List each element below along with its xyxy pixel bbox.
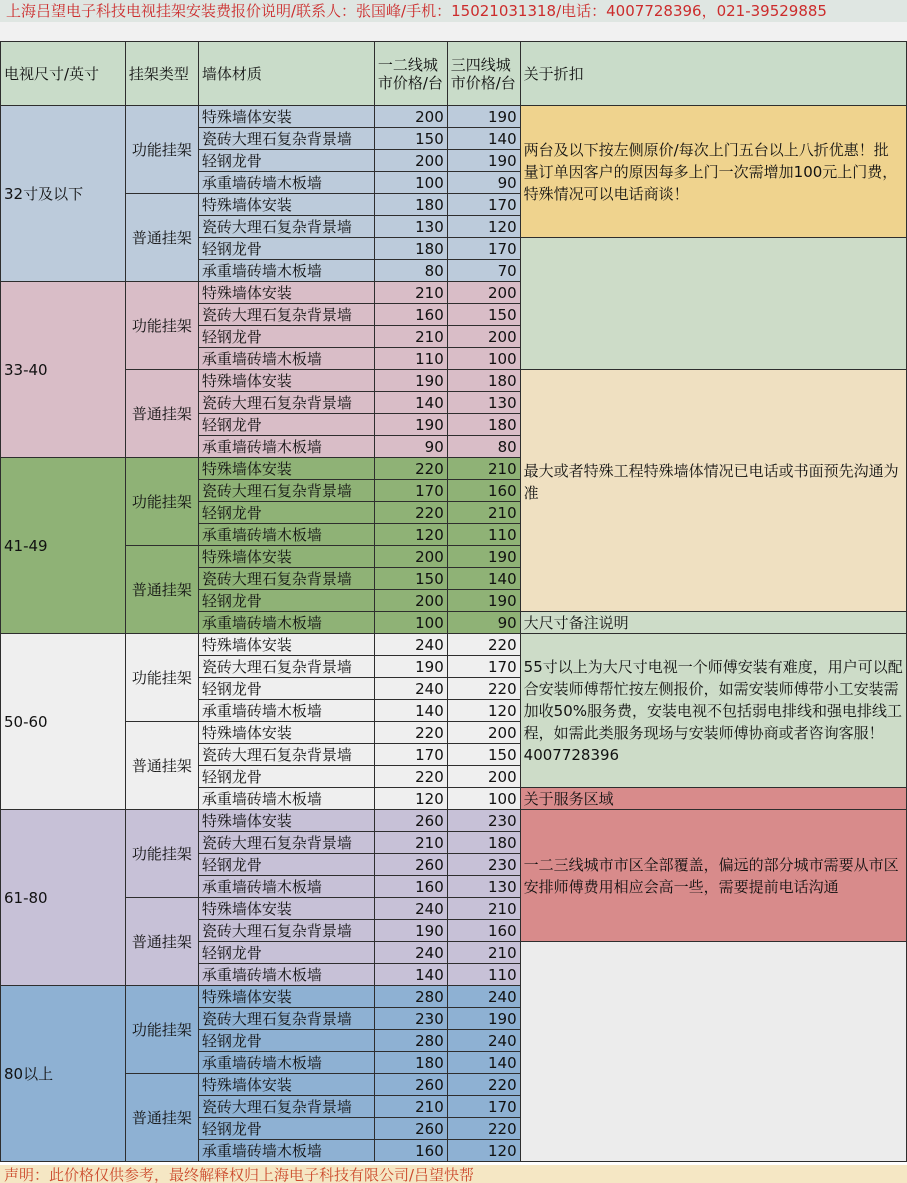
- large-size-note: 55寸以上为大尺寸电视一个师傅安装有难度，用户可以配合安装师傅帮忙按左侧报价，如需安装师傅带小工安装需加收50%服务费，安装电视不包括弱电排线和强电排线工程，如需此类服务现场与安装师傅协商或者咨询客服！4007728396: [520, 634, 906, 788]
- tier1-price-cell: 200: [374, 106, 447, 128]
- wall-cell: 承重墙砖墙木板墙: [198, 964, 374, 986]
- wall-cell: 承重墙砖墙木板墙: [198, 524, 374, 546]
- tier34-price-cell: 170: [447, 238, 520, 260]
- tier1-price-cell: 180: [374, 238, 447, 260]
- wall-cell: 瓷砖大理石复杂背景墙: [198, 128, 374, 150]
- tier1-price-cell: 160: [374, 1140, 447, 1162]
- tier1-price-cell: 210: [374, 326, 447, 348]
- tier1-price-cell: 180: [374, 194, 447, 216]
- tier34-price-cell: 210: [447, 458, 520, 480]
- header-tier1-price: 一二线城市价格/台: [374, 42, 447, 106]
- page-title: 上海吕望电子科技电视挂架安装费报价说明/联系人：张国峰/手机：15021031318/电话：4007728396，021-39529885: [0, 0, 907, 22]
- tier34-price-cell: 190: [447, 150, 520, 172]
- wall-cell: 特殊墙体安装: [198, 194, 374, 216]
- mount-type-cell: 普通挂架: [125, 1074, 198, 1162]
- tier1-price-cell: 100: [374, 172, 447, 194]
- mount-type-cell: 功能挂架: [125, 282, 198, 370]
- wall-cell: 承重墙砖墙木板墙: [198, 172, 374, 194]
- tier1-price-cell: 160: [374, 304, 447, 326]
- tier34-price-cell: 200: [447, 326, 520, 348]
- tier1-price-cell: 80: [374, 260, 447, 282]
- size-cell: 33-40: [1, 282, 126, 458]
- tier1-price-cell: 190: [374, 414, 447, 436]
- mount-type-cell: 功能挂架: [125, 810, 198, 898]
- wall-cell: 特殊墙体安装: [198, 546, 374, 568]
- tier1-price-cell: 170: [374, 480, 447, 502]
- mount-type-cell: 功能挂架: [125, 986, 198, 1074]
- wall-cell: 轻钢龙骨: [198, 326, 374, 348]
- wall-cell: 承重墙砖墙木板墙: [198, 1140, 374, 1162]
- tier34-price-cell: 170: [447, 656, 520, 678]
- tier34-price-cell: 80: [447, 436, 520, 458]
- wall-cell: 瓷砖大理石复杂背景墙: [198, 656, 374, 678]
- tier34-price-cell: 220: [447, 634, 520, 656]
- wall-cell: 瓷砖大理石复杂背景墙: [198, 832, 374, 854]
- tier1-price-cell: 130: [374, 216, 447, 238]
- tier34-price-cell: 120: [447, 1140, 520, 1162]
- wall-cell: 轻钢龙骨: [198, 854, 374, 876]
- header-mount-type: 挂架类型: [125, 42, 198, 106]
- tier1-price-cell: 240: [374, 898, 447, 920]
- wall-cell: 承重墙砖墙木板墙: [198, 260, 374, 282]
- table-row: [1, 810, 907, 832]
- tier34-price-cell: 120: [447, 700, 520, 722]
- wall-cell: 特殊墙体安装: [198, 1074, 374, 1096]
- wall-cell: 瓷砖大理石复杂背景墙: [198, 1096, 374, 1118]
- service-area-title: 关于服务区域: [520, 788, 906, 810]
- tier1-price-cell: 120: [374, 788, 447, 810]
- tier34-price-cell: 160: [447, 920, 520, 942]
- tier34-price-cell: 170: [447, 1096, 520, 1118]
- spacer-row: [0, 22, 907, 42]
- tier1-price-cell: 260: [374, 1074, 447, 1096]
- tier1-price-cell: 210: [374, 282, 447, 304]
- wall-cell: 瓷砖大理石复杂背景墙: [198, 480, 374, 502]
- wall-cell: 瓷砖大理石复杂背景墙: [198, 1008, 374, 1030]
- wall-cell: 特殊墙体安装: [198, 282, 374, 304]
- discount-note: 两台及以下按左侧原价/每次上门五台以上八折优惠！批量订单因客户的原因每多上门一次需增加100元上门费，特殊情况可以电话商谈！: [520, 106, 906, 238]
- mount-type-cell: 普通挂架: [125, 546, 198, 634]
- tier1-price-cell: 280: [374, 986, 447, 1008]
- mount-type-cell: 普通挂架: [125, 898, 198, 986]
- tier34-price-cell: 90: [447, 612, 520, 634]
- wall-cell: 特殊墙体安装: [198, 810, 374, 832]
- tier1-price-cell: 150: [374, 568, 447, 590]
- tier34-price-cell: 240: [447, 1030, 520, 1052]
- wall-cell: 轻钢龙骨: [198, 942, 374, 964]
- mount-type-cell: 功能挂架: [125, 634, 198, 722]
- wall-cell: 瓷砖大理石复杂背景墙: [198, 920, 374, 942]
- wall-cell: 承重墙砖墙木板墙: [198, 700, 374, 722]
- tier34-price-cell: 190: [447, 546, 520, 568]
- tier1-price-cell: 190: [374, 920, 447, 942]
- wall-cell: 轻钢龙骨: [198, 238, 374, 260]
- tier1-price-cell: 140: [374, 392, 447, 414]
- table-row: [1, 634, 907, 656]
- wall-cell: 瓷砖大理石复杂背景墙: [198, 568, 374, 590]
- tier1-price-cell: 240: [374, 634, 447, 656]
- header-row: [1, 42, 907, 106]
- wall-cell: 承重墙砖墙木板墙: [198, 876, 374, 898]
- size-cell: 41-49: [1, 458, 126, 634]
- disclaimer-footer: 声明：此价格仅供参考，最终解释权归上海电子科技有限公司/吕望快帮: [0, 1165, 907, 1183]
- header-wall: 墙体材质: [198, 42, 374, 106]
- tier34-price-cell: 160: [447, 480, 520, 502]
- tier34-price-cell: 110: [447, 524, 520, 546]
- wall-cell: 承重墙砖墙木板墙: [198, 1052, 374, 1074]
- tier1-price-cell: 190: [374, 370, 447, 392]
- wall-cell: 轻钢龙骨: [198, 1030, 374, 1052]
- tier34-price-cell: 190: [447, 590, 520, 612]
- header-discount: 关于折扣: [520, 42, 906, 106]
- tier34-price-cell: 90: [447, 172, 520, 194]
- tier34-price-cell: 210: [447, 898, 520, 920]
- tier34-price-cell: 150: [447, 744, 520, 766]
- tier1-price-cell: 240: [374, 678, 447, 700]
- wall-cell: 承重墙砖墙木板墙: [198, 436, 374, 458]
- tier1-price-cell: 110: [374, 348, 447, 370]
- size-cell: 32寸及以下: [1, 106, 126, 282]
- large-size-title: 大尺寸备注说明: [520, 612, 906, 634]
- tier1-price-cell: 220: [374, 722, 447, 744]
- tier34-price-cell: 130: [447, 392, 520, 414]
- wall-cell: 瓷砖大理石复杂背景墙: [198, 216, 374, 238]
- tier34-price-cell: 220: [447, 1074, 520, 1096]
- tier34-price-cell: 140: [447, 568, 520, 590]
- tier1-price-cell: 160: [374, 876, 447, 898]
- mount-type-cell: 普通挂架: [125, 370, 198, 458]
- wall-cell: 轻钢龙骨: [198, 150, 374, 172]
- tier34-price-cell: 230: [447, 810, 520, 832]
- tier34-price-cell: 70: [447, 260, 520, 282]
- tier1-price-cell: 260: [374, 810, 447, 832]
- table-row: [1, 106, 907, 128]
- tier34-price-cell: 200: [447, 766, 520, 788]
- tier34-price-cell: 220: [447, 1118, 520, 1140]
- tier34-price-cell: 150: [447, 304, 520, 326]
- tier1-price-cell: 120: [374, 524, 447, 546]
- header-size: 电视尺寸/英寸: [1, 42, 126, 106]
- tier1-price-cell: 230: [374, 1008, 447, 1030]
- wall-cell: 轻钢龙骨: [198, 678, 374, 700]
- wall-cell: 特殊墙体安装: [198, 722, 374, 744]
- tier1-price-cell: 170: [374, 744, 447, 766]
- tier34-price-cell: 130: [447, 876, 520, 898]
- size-cell: 61-80: [1, 810, 126, 986]
- tier34-price-cell: 210: [447, 502, 520, 524]
- blank-note: [520, 238, 906, 370]
- tier1-price-cell: 200: [374, 546, 447, 568]
- tier1-price-cell: 100: [374, 612, 447, 634]
- tier34-price-cell: 200: [447, 282, 520, 304]
- wall-cell: 特殊墙体安装: [198, 370, 374, 392]
- wall-cell: 瓷砖大理石复杂背景墙: [198, 304, 374, 326]
- tier1-price-cell: 90: [374, 436, 447, 458]
- tier34-price-cell: 170: [447, 194, 520, 216]
- header-tier34-price: 三四线城市价格/台: [447, 42, 520, 106]
- tier1-price-cell: 180: [374, 1052, 447, 1074]
- mount-type-cell: 功能挂架: [125, 458, 198, 546]
- mount-type-cell: 普通挂架: [125, 194, 198, 282]
- tier1-price-cell: 220: [374, 458, 447, 480]
- tier34-price-cell: 180: [447, 414, 520, 436]
- wall-cell: 承重墙砖墙木板墙: [198, 348, 374, 370]
- wall-cell: 轻钢龙骨: [198, 590, 374, 612]
- tier34-price-cell: 140: [447, 1052, 520, 1074]
- wall-cell: 轻钢龙骨: [198, 1118, 374, 1140]
- wall-cell: 承重墙砖墙木板墙: [198, 612, 374, 634]
- tier34-price-cell: 180: [447, 370, 520, 392]
- tier1-price-cell: 280: [374, 1030, 447, 1052]
- special-project-note: 最大或者特殊工程特殊墙体情况已电话或书面预先沟通为准: [520, 370, 906, 612]
- wall-cell: 特殊墙体安装: [198, 458, 374, 480]
- tier1-price-cell: 210: [374, 832, 447, 854]
- tier34-price-cell: 190: [447, 1008, 520, 1030]
- tier1-price-cell: 220: [374, 766, 447, 788]
- tier1-price-cell: 260: [374, 854, 447, 876]
- wall-cell: 特殊墙体安装: [198, 898, 374, 920]
- wall-cell: 特殊墙体安装: [198, 106, 374, 128]
- tier1-price-cell: 210: [374, 1096, 447, 1118]
- wall-cell: 瓷砖大理石复杂背景墙: [198, 744, 374, 766]
- tier1-price-cell: 140: [374, 700, 447, 722]
- wall-cell: 瓷砖大理石复杂背景墙: [198, 392, 374, 414]
- mount-type-cell: 普通挂架: [125, 722, 198, 810]
- wall-cell: 轻钢龙骨: [198, 502, 374, 524]
- tier1-price-cell: 200: [374, 150, 447, 172]
- wall-cell: 承重墙砖墙木板墙: [198, 788, 374, 810]
- price-table: [0, 41, 907, 1162]
- tier1-price-cell: 240: [374, 942, 447, 964]
- tier1-price-cell: 150: [374, 128, 447, 150]
- tier34-price-cell: 220: [447, 678, 520, 700]
- wall-cell: 轻钢龙骨: [198, 766, 374, 788]
- tier34-price-cell: 190: [447, 106, 520, 128]
- tier34-price-cell: 200: [447, 722, 520, 744]
- tier1-price-cell: 220: [374, 502, 447, 524]
- tier34-price-cell: 230: [447, 854, 520, 876]
- service-area-note: 一二三线城市市区全部覆盖，偏远的部分城市需要从市区安排师傅费用相应会高一些，需要提前电话沟通: [520, 810, 906, 942]
- wall-cell: 特殊墙体安装: [198, 986, 374, 1008]
- table-row: [1, 370, 907, 392]
- wall-cell: 轻钢龙骨: [198, 414, 374, 436]
- tier34-price-cell: 100: [447, 348, 520, 370]
- tier34-price-cell: 180: [447, 832, 520, 854]
- tier1-price-cell: 260: [374, 1118, 447, 1140]
- tier1-price-cell: 200: [374, 590, 447, 612]
- tier34-price-cell: 100: [447, 788, 520, 810]
- tier34-price-cell: 240: [447, 986, 520, 1008]
- tier1-price-cell: 140: [374, 964, 447, 986]
- tier34-price-cell: 210: [447, 942, 520, 964]
- tier34-price-cell: 110: [447, 964, 520, 986]
- size-cell: 50-60: [1, 634, 126, 810]
- tier1-price-cell: 190: [374, 656, 447, 678]
- wall-cell: 特殊墙体安装: [198, 634, 374, 656]
- empty-note: [520, 942, 906, 1162]
- mount-type-cell: 功能挂架: [125, 106, 198, 194]
- size-cell: 80以上: [1, 986, 126, 1162]
- tier34-price-cell: 140: [447, 128, 520, 150]
- tier34-price-cell: 120: [447, 216, 520, 238]
